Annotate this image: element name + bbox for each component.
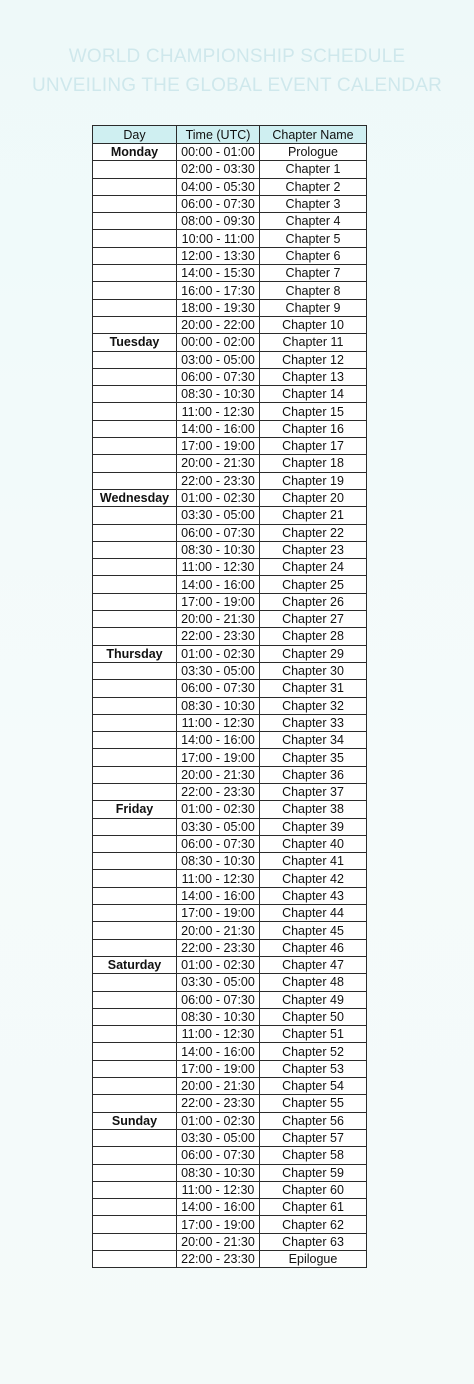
day-cell xyxy=(93,732,177,749)
table-row xyxy=(93,818,367,835)
chapter-cell: Chapter 27 xyxy=(260,611,367,628)
table-row xyxy=(93,455,367,472)
chapter-cell: Chapter 4 xyxy=(260,213,367,230)
day-cell xyxy=(93,1251,177,1268)
table-row xyxy=(93,801,367,818)
header-chapter: Chapter Name xyxy=(260,126,367,144)
chapter-cell: Chapter 60 xyxy=(260,1181,367,1198)
table-row xyxy=(93,714,367,731)
time-cell: 14:00 - 16:00 xyxy=(177,420,260,437)
day-cell xyxy=(93,178,177,195)
time-cell: 06:00 - 07:30 xyxy=(177,835,260,852)
table-row xyxy=(93,265,367,282)
table-row xyxy=(93,1112,367,1129)
time-cell: 08:30 - 10:30 xyxy=(177,1008,260,1025)
day-cell xyxy=(93,662,177,679)
chapter-cell: Chapter 37 xyxy=(260,783,367,800)
day-cell: Monday xyxy=(93,144,177,161)
time-cell: 02:00 - 03:30 xyxy=(177,161,260,178)
time-cell: 20:00 - 21:30 xyxy=(177,455,260,472)
day-cell xyxy=(93,1181,177,1198)
time-cell: 01:00 - 02:30 xyxy=(177,956,260,973)
chapter-cell: Chapter 5 xyxy=(260,230,367,247)
day-cell xyxy=(93,247,177,264)
schedule-table xyxy=(92,125,367,1268)
day-cell xyxy=(93,818,177,835)
time-cell: 11:00 - 12:30 xyxy=(177,714,260,731)
chapter-cell: Chapter 32 xyxy=(260,697,367,714)
chapter-cell: Chapter 15 xyxy=(260,403,367,420)
chapter-cell: Chapter 16 xyxy=(260,420,367,437)
table-row xyxy=(93,749,367,766)
chapter-cell: Chapter 6 xyxy=(260,247,367,264)
day-cell xyxy=(93,1043,177,1060)
day-cell xyxy=(93,680,177,697)
day-cell xyxy=(93,230,177,247)
time-cell: 04:00 - 05:30 xyxy=(177,178,260,195)
time-cell: 14:00 - 16:00 xyxy=(177,1043,260,1060)
chapter-cell: Chapter 44 xyxy=(260,905,367,922)
table-row xyxy=(93,386,367,403)
chapter-cell: Chapter 33 xyxy=(260,714,367,731)
table-row xyxy=(93,1129,367,1146)
table-row xyxy=(93,1199,367,1216)
day-cell xyxy=(93,386,177,403)
table-row xyxy=(93,662,367,679)
table-row xyxy=(93,732,367,749)
time-cell: 20:00 - 21:30 xyxy=(177,1233,260,1250)
day-cell: Wednesday xyxy=(93,489,177,506)
day-cell xyxy=(93,749,177,766)
table-row xyxy=(93,282,367,299)
table-row xyxy=(93,991,367,1008)
table-row xyxy=(93,835,367,852)
chapter-cell: Chapter 21 xyxy=(260,507,367,524)
day-cell xyxy=(93,1199,177,1216)
page-title xyxy=(0,42,474,100)
day-cell xyxy=(93,265,177,282)
day-cell xyxy=(93,195,177,212)
table-row xyxy=(93,766,367,783)
chapter-cell: Chapter 30 xyxy=(260,662,367,679)
table-row xyxy=(93,403,367,420)
chapter-cell: Chapter 58 xyxy=(260,1147,367,1164)
time-cell: 03:30 - 05:00 xyxy=(177,974,260,991)
table-row xyxy=(93,1216,367,1233)
table-row xyxy=(93,334,367,351)
day-cell xyxy=(93,351,177,368)
chapter-cell: Chapter 24 xyxy=(260,559,367,576)
chapter-cell: Chapter 50 xyxy=(260,1008,367,1025)
table-row xyxy=(93,1026,367,1043)
time-cell: 17:00 - 19:00 xyxy=(177,749,260,766)
table-row xyxy=(93,559,367,576)
chapter-cell: Chapter 3 xyxy=(260,195,367,212)
time-cell: 14:00 - 16:00 xyxy=(177,887,260,904)
chapter-cell: Chapter 34 xyxy=(260,732,367,749)
day-cell xyxy=(93,1060,177,1077)
chapter-cell: Chapter 53 xyxy=(260,1060,367,1077)
time-cell: 01:00 - 02:30 xyxy=(177,645,260,662)
chapter-cell: Chapter 39 xyxy=(260,818,367,835)
table-row xyxy=(93,922,367,939)
chapter-cell: Chapter 25 xyxy=(260,576,367,593)
table-row xyxy=(93,887,367,904)
table-row xyxy=(93,1008,367,1025)
day-cell xyxy=(93,783,177,800)
time-cell: 03:30 - 05:00 xyxy=(177,818,260,835)
table-row xyxy=(93,178,367,195)
day-cell xyxy=(93,1147,177,1164)
chapter-cell: Chapter 59 xyxy=(260,1164,367,1181)
chapter-cell: Chapter 40 xyxy=(260,835,367,852)
time-cell: 22:00 - 23:30 xyxy=(177,939,260,956)
table-row xyxy=(93,905,367,922)
time-cell: 06:00 - 07:30 xyxy=(177,195,260,212)
time-cell: 11:00 - 12:30 xyxy=(177,559,260,576)
day-cell xyxy=(93,593,177,610)
time-cell: 17:00 - 19:00 xyxy=(177,905,260,922)
time-cell: 14:00 - 15:30 xyxy=(177,265,260,282)
time-cell: 20:00 - 21:30 xyxy=(177,1078,260,1095)
chapter-cell: Chapter 19 xyxy=(260,472,367,489)
time-cell: 03:30 - 05:00 xyxy=(177,507,260,524)
table-row xyxy=(93,1164,367,1181)
day-cell xyxy=(93,697,177,714)
time-cell: 06:00 - 07:30 xyxy=(177,368,260,385)
chapter-cell: Chapter 14 xyxy=(260,386,367,403)
chapter-cell: Chapter 26 xyxy=(260,593,367,610)
chapter-cell: Chapter 62 xyxy=(260,1216,367,1233)
table-body xyxy=(93,144,367,1268)
time-cell: 00:00 - 02:00 xyxy=(177,334,260,351)
day-cell: Thursday xyxy=(93,645,177,662)
day-cell xyxy=(93,766,177,783)
table-row xyxy=(93,195,367,212)
chapter-cell: Chapter 9 xyxy=(260,299,367,316)
chapter-cell: Chapter 43 xyxy=(260,887,367,904)
chapter-cell: Chapter 2 xyxy=(260,178,367,195)
day-cell xyxy=(93,316,177,333)
day-cell xyxy=(93,939,177,956)
chapter-cell: Chapter 28 xyxy=(260,628,367,645)
time-cell: 10:00 - 11:00 xyxy=(177,230,260,247)
time-cell: 08:30 - 10:30 xyxy=(177,541,260,558)
chapter-cell: Chapter 1 xyxy=(260,161,367,178)
table-row xyxy=(93,489,367,506)
day-cell xyxy=(93,1216,177,1233)
time-cell: 17:00 - 19:00 xyxy=(177,593,260,610)
table-row xyxy=(93,507,367,524)
chapter-cell: Chapter 48 xyxy=(260,974,367,991)
chapter-cell: Chapter 17 xyxy=(260,438,367,455)
chapter-cell: Chapter 51 xyxy=(260,1026,367,1043)
time-cell: 01:00 - 02:30 xyxy=(177,1112,260,1129)
time-cell: 22:00 - 23:30 xyxy=(177,628,260,645)
time-cell: 20:00 - 21:30 xyxy=(177,766,260,783)
time-cell: 12:00 - 13:30 xyxy=(177,247,260,264)
chapter-cell: Chapter 57 xyxy=(260,1129,367,1146)
chapter-cell: Chapter 13 xyxy=(260,368,367,385)
chapter-cell: Chapter 52 xyxy=(260,1043,367,1060)
time-cell: 11:00 - 12:30 xyxy=(177,1181,260,1198)
day-cell xyxy=(93,472,177,489)
chapter-cell: Chapter 46 xyxy=(260,939,367,956)
table-row xyxy=(93,939,367,956)
chapter-cell: Chapter 11 xyxy=(260,334,367,351)
day-cell xyxy=(93,507,177,524)
table-row xyxy=(93,576,367,593)
time-cell: 17:00 - 19:00 xyxy=(177,1216,260,1233)
day-cell xyxy=(93,1008,177,1025)
table-row xyxy=(93,213,367,230)
table-header-row xyxy=(93,126,367,144)
day-cell xyxy=(93,438,177,455)
chapter-cell: Chapter 18 xyxy=(260,455,367,472)
table-row xyxy=(93,368,367,385)
chapter-cell: Chapter 29 xyxy=(260,645,367,662)
time-cell: 14:00 - 16:00 xyxy=(177,732,260,749)
chapter-cell: Chapter 63 xyxy=(260,1233,367,1250)
header-day: Day xyxy=(93,126,177,144)
table-row xyxy=(93,351,367,368)
day-cell xyxy=(93,403,177,420)
time-cell: 14:00 - 16:00 xyxy=(177,576,260,593)
day-cell xyxy=(93,1233,177,1250)
table-row xyxy=(93,299,367,316)
time-cell: 11:00 - 12:30 xyxy=(177,1026,260,1043)
time-cell: 22:00 - 23:30 xyxy=(177,472,260,489)
time-cell: 01:00 - 02:30 xyxy=(177,801,260,818)
day-cell xyxy=(93,1095,177,1112)
day-cell xyxy=(93,628,177,645)
day-cell xyxy=(93,282,177,299)
table-row xyxy=(93,247,367,264)
table-row xyxy=(93,1043,367,1060)
table-row xyxy=(93,1078,367,1095)
table-row xyxy=(93,1251,367,1268)
title-line-1: WORLD CHAMPIONSHIP SCHEDULE xyxy=(68,46,406,67)
day-cell xyxy=(93,974,177,991)
day-cell xyxy=(93,368,177,385)
table-row xyxy=(93,645,367,662)
day-cell xyxy=(93,835,177,852)
chapter-cell: Chapter 12 xyxy=(260,351,367,368)
chapter-cell: Chapter 54 xyxy=(260,1078,367,1095)
time-cell: 03:30 - 05:00 xyxy=(177,1129,260,1146)
table-row xyxy=(93,161,367,178)
time-cell: 06:00 - 07:30 xyxy=(177,991,260,1008)
time-cell: 03:30 - 05:00 xyxy=(177,662,260,679)
table-row xyxy=(93,316,367,333)
chapter-cell: Chapter 41 xyxy=(260,853,367,870)
table-row xyxy=(93,524,367,541)
chapter-cell: Chapter 31 xyxy=(260,680,367,697)
chapter-cell: Chapter 8 xyxy=(260,282,367,299)
chapter-cell: Chapter 23 xyxy=(260,541,367,558)
table-row xyxy=(93,438,367,455)
day-cell: Tuesday xyxy=(93,334,177,351)
time-cell: 06:00 - 07:30 xyxy=(177,524,260,541)
table-row xyxy=(93,697,367,714)
table-row xyxy=(93,1147,367,1164)
day-cell xyxy=(93,161,177,178)
chapter-cell: Chapter 20 xyxy=(260,489,367,506)
chapter-cell: Chapter 22 xyxy=(260,524,367,541)
day-cell xyxy=(93,576,177,593)
time-cell: 08:30 - 10:30 xyxy=(177,697,260,714)
table-row xyxy=(93,680,367,697)
time-cell: 20:00 - 21:30 xyxy=(177,611,260,628)
day-cell xyxy=(93,870,177,887)
chapter-cell: Chapter 10 xyxy=(260,316,367,333)
table-row xyxy=(93,420,367,437)
time-cell: 22:00 - 23:30 xyxy=(177,1095,260,1112)
chapter-cell: Chapter 55 xyxy=(260,1095,367,1112)
day-cell xyxy=(93,1129,177,1146)
time-cell: 00:00 - 01:00 xyxy=(177,144,260,161)
table-row xyxy=(93,628,367,645)
day-cell xyxy=(93,420,177,437)
table-row xyxy=(93,1060,367,1077)
chapter-cell: Epilogue xyxy=(260,1251,367,1268)
day-cell xyxy=(93,714,177,731)
time-cell: 08:30 - 10:30 xyxy=(177,853,260,870)
time-cell: 08:30 - 10:30 xyxy=(177,1164,260,1181)
time-cell: 22:00 - 23:30 xyxy=(177,783,260,800)
chapter-cell: Chapter 47 xyxy=(260,956,367,973)
time-cell: 06:00 - 07:30 xyxy=(177,680,260,697)
day-cell: Saturday xyxy=(93,956,177,973)
table-row xyxy=(93,230,367,247)
day-cell xyxy=(93,887,177,904)
day-cell xyxy=(93,991,177,1008)
time-cell: 20:00 - 21:30 xyxy=(177,922,260,939)
day-cell xyxy=(93,213,177,230)
chapter-cell: Chapter 56 xyxy=(260,1112,367,1129)
table-row xyxy=(93,472,367,489)
chapter-cell: Chapter 42 xyxy=(260,870,367,887)
time-cell: 18:00 - 19:30 xyxy=(177,299,260,316)
table-row xyxy=(93,1233,367,1250)
table-row xyxy=(93,783,367,800)
day-cell xyxy=(93,905,177,922)
chapter-cell: Chapter 38 xyxy=(260,801,367,818)
day-cell xyxy=(93,922,177,939)
chapter-cell: Chapter 61 xyxy=(260,1199,367,1216)
table-row xyxy=(93,1181,367,1198)
table-row xyxy=(93,974,367,991)
time-cell: 22:00 - 23:30 xyxy=(177,1251,260,1268)
time-cell: 06:00 - 07:30 xyxy=(177,1147,260,1164)
table-row xyxy=(93,853,367,870)
day-cell xyxy=(93,853,177,870)
time-cell: 08:00 - 09:30 xyxy=(177,213,260,230)
time-cell: 03:00 - 05:00 xyxy=(177,351,260,368)
time-cell: 16:00 - 17:30 xyxy=(177,282,260,299)
day-cell xyxy=(93,559,177,576)
time-cell: 11:00 - 12:30 xyxy=(177,870,260,887)
time-cell: 11:00 - 12:30 xyxy=(177,403,260,420)
table-row xyxy=(93,541,367,558)
day-cell xyxy=(93,299,177,316)
day-cell xyxy=(93,541,177,558)
time-cell: 01:00 - 02:30 xyxy=(177,489,260,506)
time-cell: 08:30 - 10:30 xyxy=(177,386,260,403)
table-row xyxy=(93,593,367,610)
chapter-cell: Chapter 7 xyxy=(260,265,367,282)
day-cell xyxy=(93,1026,177,1043)
chapter-cell: Prologue xyxy=(260,144,367,161)
day-cell xyxy=(93,524,177,541)
time-cell: 20:00 - 22:00 xyxy=(177,316,260,333)
chapter-cell: Chapter 35 xyxy=(260,749,367,766)
time-cell: 17:00 - 19:00 xyxy=(177,1060,260,1077)
day-cell: Sunday xyxy=(93,1112,177,1129)
day-cell: Friday xyxy=(93,801,177,818)
time-cell: 17:00 - 19:00 xyxy=(177,438,260,455)
chapter-cell: Chapter 36 xyxy=(260,766,367,783)
table-row xyxy=(93,611,367,628)
day-cell xyxy=(93,455,177,472)
chapter-cell: Chapter 49 xyxy=(260,991,367,1008)
title-line-2: UNVEILING THE GLOBAL EVENT CALENDAR xyxy=(32,75,442,96)
table-row xyxy=(93,870,367,887)
day-cell xyxy=(93,1078,177,1095)
day-cell xyxy=(93,1164,177,1181)
day-cell xyxy=(93,611,177,628)
table-row xyxy=(93,144,367,161)
time-cell: 14:00 - 16:00 xyxy=(177,1199,260,1216)
header-time: Time (UTC) xyxy=(177,126,260,144)
table-row xyxy=(93,956,367,973)
table-row xyxy=(93,1095,367,1112)
chapter-cell: Chapter 45 xyxy=(260,922,367,939)
